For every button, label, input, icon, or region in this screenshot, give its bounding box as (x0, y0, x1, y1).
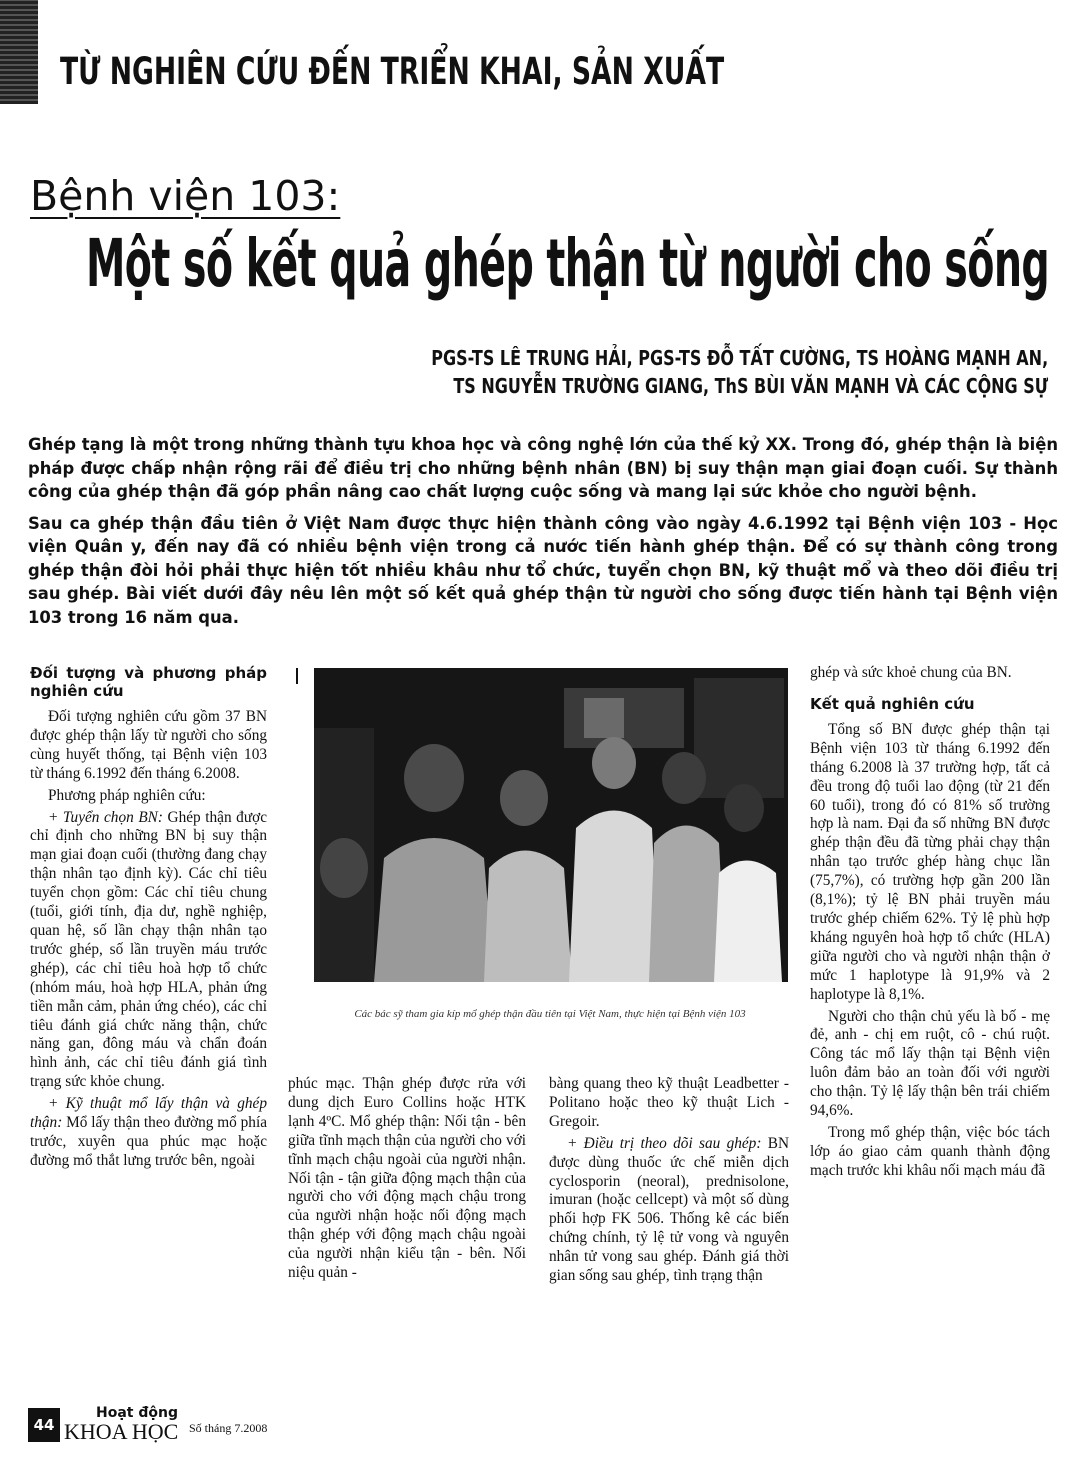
body-paragraph: Tổng số BN được ghép thận tại Bệnh viện 103 từ tháng 6.1992 đến tháng 6.2008 là 37 trường hợp, tất cả đều trong độ tuổi lao động (từ 21 đến 60 tuổi), trong đó có 81% số trường hợp là nam. Đại đa số những BN được ghép thận đều đã từng phải chạy thận nhân tạo trước ghép hàng chục lần (75,7%), có trường hợp gần 200 lần (8,1%); tỷ lệ BN phải truyền máu trước ghép chiếm 62%. Tỷ lệ phù hợp kháng nguyên hoà hợp tổ chức (HLA) giữa người cho và người nhận thận ở mức 1 haplotype là 91,9% và 2 haplotype là 8,1%. (810, 720, 1050, 1003)
lede (28, 433, 1058, 637)
section-header: TỪ NGHIÊN CỨU ĐẾN TRIỂN KHAI, SẢN XUẤT (60, 50, 725, 93)
inline-label: + Điều trị theo dõi sau ghép: (567, 1134, 762, 1152)
article-kicker: Bệnh viện 103: (30, 172, 341, 220)
article-headline: Một số kết quả ghép thận từ người cho sống (86, 225, 1050, 302)
magazine-brand-top: Hoạt động (96, 1405, 178, 1421)
body-paragraph: Phương pháp nghiên cứu: (48, 786, 206, 804)
subheading-methods: Đối tượng và phương pháp nghiên cứu (30, 664, 267, 700)
photo-illustration (314, 668, 788, 982)
body-paragraph: ghép và sức khoẻ chung của BN. (810, 664, 1012, 681)
body-paragraph: phúc mạc. Thận ghép được rửa với dung dịch Euro Collins hoặc HTK lạnh 4ºC. Mổ ghép thận: Nối tận - bên giữa tĩnh mạch thận của người cho với tĩnh mạch chậu ngoài của người nhận. Nối tận - tận giữa động mạch thận của người cho với động mạch chậu trong của người nhận hoặc nối động mạch thận ghép với động mạch chậu ngoài của người nhận kiểu tận - bên. Nối niệu quản - (288, 1075, 526, 1282)
author-line: TS NGUYỄN TRƯỜNG GIANG, ThS BÙI VĂN MẠNH VÀ CÁC CỘNG SỰ (453, 374, 1048, 398)
body-paragraph (30, 1095, 267, 1171)
body-paragraph: bàng quang theo kỹ thuật Leadbetter - Politano hoặc theo kỹ thuật Lich - Gregoir. (549, 1075, 789, 1130)
inline-label: + Kỹ thuật mổ lấy thận và ghép thận: (30, 1095, 267, 1132)
article-photo (314, 668, 788, 982)
column-4 (810, 664, 1050, 1184)
page-number: 44 (28, 1408, 60, 1442)
issue-label: Số tháng 7.2008 (189, 1421, 268, 1435)
magazine-brand-main: KHOA HỌC (64, 1419, 179, 1444)
paragraph-text: Ghép thận được chỉ định cho những BN bị suy thận mạn giai đoạn cuối (thường đang chạy thận nhân tạo định kỳ). Các chỉ tiêu tuyển chọn gồm: Các chỉ tiêu chung (tuổi, giới tính, địa dư, nghề nghiệp, quan hệ, số lần chạy thận nhân tạo trước ghép, số lần truyền máu trước ghép), các chỉ tiêu hoà hợp tổ chức (nhóm máu, hoà hợp HLA, phản ứng tiền mẫn cảm, phản ứng chéo), các chỉ tiêu đánh giá chức năng thận, chức năng gan, đông máu và chẩn đoán hình ảnh, các chỉ tiêu đánh giá tình trạng sức khỏe chung. (30, 808, 267, 1091)
column-1 (30, 664, 267, 1174)
inline-label: + Tuyển chọn BN: (48, 808, 163, 826)
section-color-bar (0, 0, 38, 104)
body-paragraph (549, 1135, 789, 1286)
column-3 (549, 1075, 789, 1289)
body-paragraph: Trong mổ ghép thận, việc bóc tách lớp áo giao cảm quanh thành động mạch trước khi khâu nối mạch máu đã (810, 1123, 1050, 1179)
photo-caption: Các bác sỹ tham gia kíp mổ ghép thận đầu tiên tại Việt Nam, thực hiện tại Bệnh viện 103 (354, 1008, 746, 1020)
lede-paragraph: Ghép tạng là một trong những thành tựu khoa học và công nghệ lớn của thế kỷ XX. Trong đó, ghép thận là biện pháp được chấp nhận rộng rãi để điều trị cho những bệnh nhân (BN) bị suy thận mạn giai đoạn cuối. Sự thành công của ghép thận đã góp phần nâng cao chất lượng cuộc sống và mang lại sức khỏe cho người bệnh. (28, 435, 1058, 501)
column-2 (288, 1075, 526, 1286)
column-rule (296, 668, 298, 684)
body-paragraph: Người cho thận chủ yếu là bố - mẹ đẻ, anh - chị em ruột, cô - chú ruột. Công tác mổ lấy thận tại Bệnh viện luôn đảm bảo an toàn đối với người cho thận. Tỷ lệ lấy thận bên trái chiếm 94,6%. (810, 1007, 1050, 1120)
subheading-results: Kết quả nghiên cứu (810, 694, 975, 713)
author-line: PGS-TS LÊ TRUNG HẢI, PGS-TS ĐỖ TẤT CƯỜNG, TS HOÀNG MẠNH AN, (431, 346, 1048, 370)
lede-paragraph: Sau ca ghép thận đầu tiên ở Việt Nam được thực hiện thành công vào ngày 4.6.1992 tại Bệnh viện 103 - Học viện Quân y, đến nay đã có nhiều bệnh viện trong cả nước tiến hành ghép thận. Để có sự thành công trong ghép thận đòi hỏi phải thực hiện tốt nhiều khâu như tổ chức, tuyển chọn BN, kỹ thuật mổ và theo dõi điều trị sau ghép. Bài viết dưới đây nêu lên một số kết quả ghép thận từ người cho sống được tiến hành tại Bệnh viện 103 trong 16 năm qua. (28, 513, 1058, 627)
paragraph-text: BN được dùng thuốc ức chế miễn dịch cyclosporin (neoral), prednisolone, imuran (hoặc cellcept) và một số dùng phối hợp FK 506. Thống kê các biến chứng chính, tỷ lệ tử vong và nguyên nhân tử vong sau ghép. Đánh giá thời gian sống sau ghép, tình trạng thận (549, 1134, 789, 1285)
body-paragraph (30, 809, 267, 1093)
paragraph-text: Mổ lấy thận theo đường mổ phía trước, xuyên qua phúc mạc hoặc đường mổ thắt lưng trước bên, ngoài (30, 1114, 267, 1169)
author-byline (277, 344, 1048, 400)
body-paragraph: Đối tượng nghiên cứu gồm 37 BN được ghép thận lấy từ người cho sống cùng huyết thống, tại Bệnh viện 103 từ tháng 6.1992 đến tháng 6.2008. (30, 708, 267, 782)
